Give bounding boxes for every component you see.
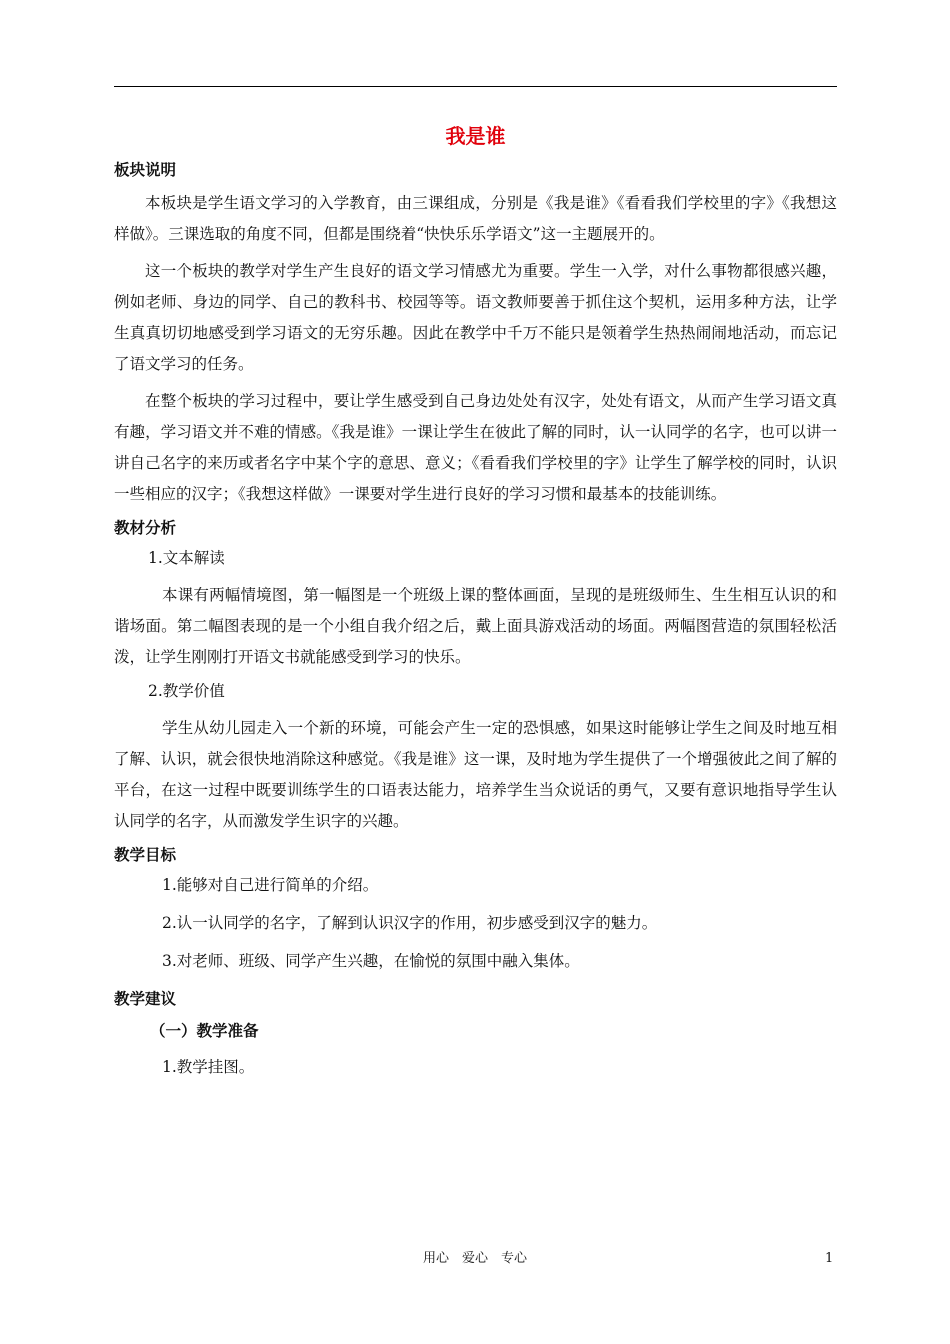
section-heading-suggestions: 教学建议	[114, 989, 177, 1008]
subsection-label: 2.教学价值	[148, 682, 225, 700]
section-heading-goals: 教学目标	[114, 845, 177, 864]
header-rule	[114, 86, 837, 87]
paragraph: 本课有两幅情境图，第一幅图是一个班级上课的整体画面，呈现的是班级师生、生生相互认识的和谐场面。第二幅图表现的是一个小组自我介绍之后，戴上面具游戏活动的场面。两幅图营造的氛围轻松活泼，让学生刚刚打开语文书就能感受到学习的快乐。	[114, 586, 837, 666]
goal-item: 1.能够对自己进行简单的介绍。	[162, 876, 379, 894]
subsection-heading: （一）教学准备	[150, 1021, 259, 1040]
paragraph: 本板块是学生语文学习的入学教育，由三课组成，分别是《我是谁》《看看我们学校里的字》《我想这样做》。三课选取的角度不同，但都是围绕着“快快乐乐学语文”这一主题展开的。	[114, 194, 837, 243]
document-title: 我是谁	[445, 124, 506, 148]
page-number: 1	[825, 1251, 834, 1266]
subsection-label: 1.文本解读	[148, 549, 225, 567]
paragraph: 这一个板块的教学对学生产生良好的语文学习情感尤为重要。学生一入学，对什么事物都很感兴趣，例如老师、身边的同学、自己的教科书、校园等等。语文教师要善于抓住这个契机，运用多种方法，让学生真真切切地感受到学习语文的无穷乐趣。因此在教学中千万不能只是领着学生热热闹闹地活动，而忘记了语文学习的任务。	[114, 262, 837, 373]
goal-item: 3.对老师、班级、同学产生兴趣，在愉悦的氛围中融入集体。	[162, 952, 580, 970]
list-item: 1.教学挂图。	[162, 1058, 255, 1076]
paragraph: 学生从幼儿园走入一个新的环境，可能会产生一定的恐惧感，如果这时能够让学生之间及时地互相了解、认识，就会很快地消除这种感觉。《我是谁》这一课，及时地为学生提供了一个增强彼此之间了解的平台，在这一过程中既要训练学生的口语表达能力，培养学生当众说话的勇气，又要有意识地指导学生认认同学的名字，从而激发学生识字的兴趣。	[114, 719, 837, 830]
paragraph: 在整个板块的学习过程中，要让学生感受到自己身边处处有汉字，处处有语文，从而产生学习语文真有趣，学习语文并不难的情感。《我是谁》一课让学生在彼此了解的同时，认一认同学的名字，也可以讲一讲自己名字的来历或者名字中某个字的意思、意义；《看看我们学校里的字》让学生了解学校的同时，认识一些相应的汉字；《我想这样做》一课要对学生进行良好的学习习惯和最基本的技能训练。	[114, 392, 837, 503]
section-heading-overview: 板块说明	[114, 160, 177, 179]
document-page	[114, 122, 837, 1093]
section-heading-analysis: 教材分析	[114, 518, 177, 537]
goal-item: 2.认一认同学的名字，了解到认识汉字的作用，初步感受到汉字的魅力。	[162, 914, 658, 932]
footer-motto: 用心 爱心 专心	[422, 1251, 527, 1266]
